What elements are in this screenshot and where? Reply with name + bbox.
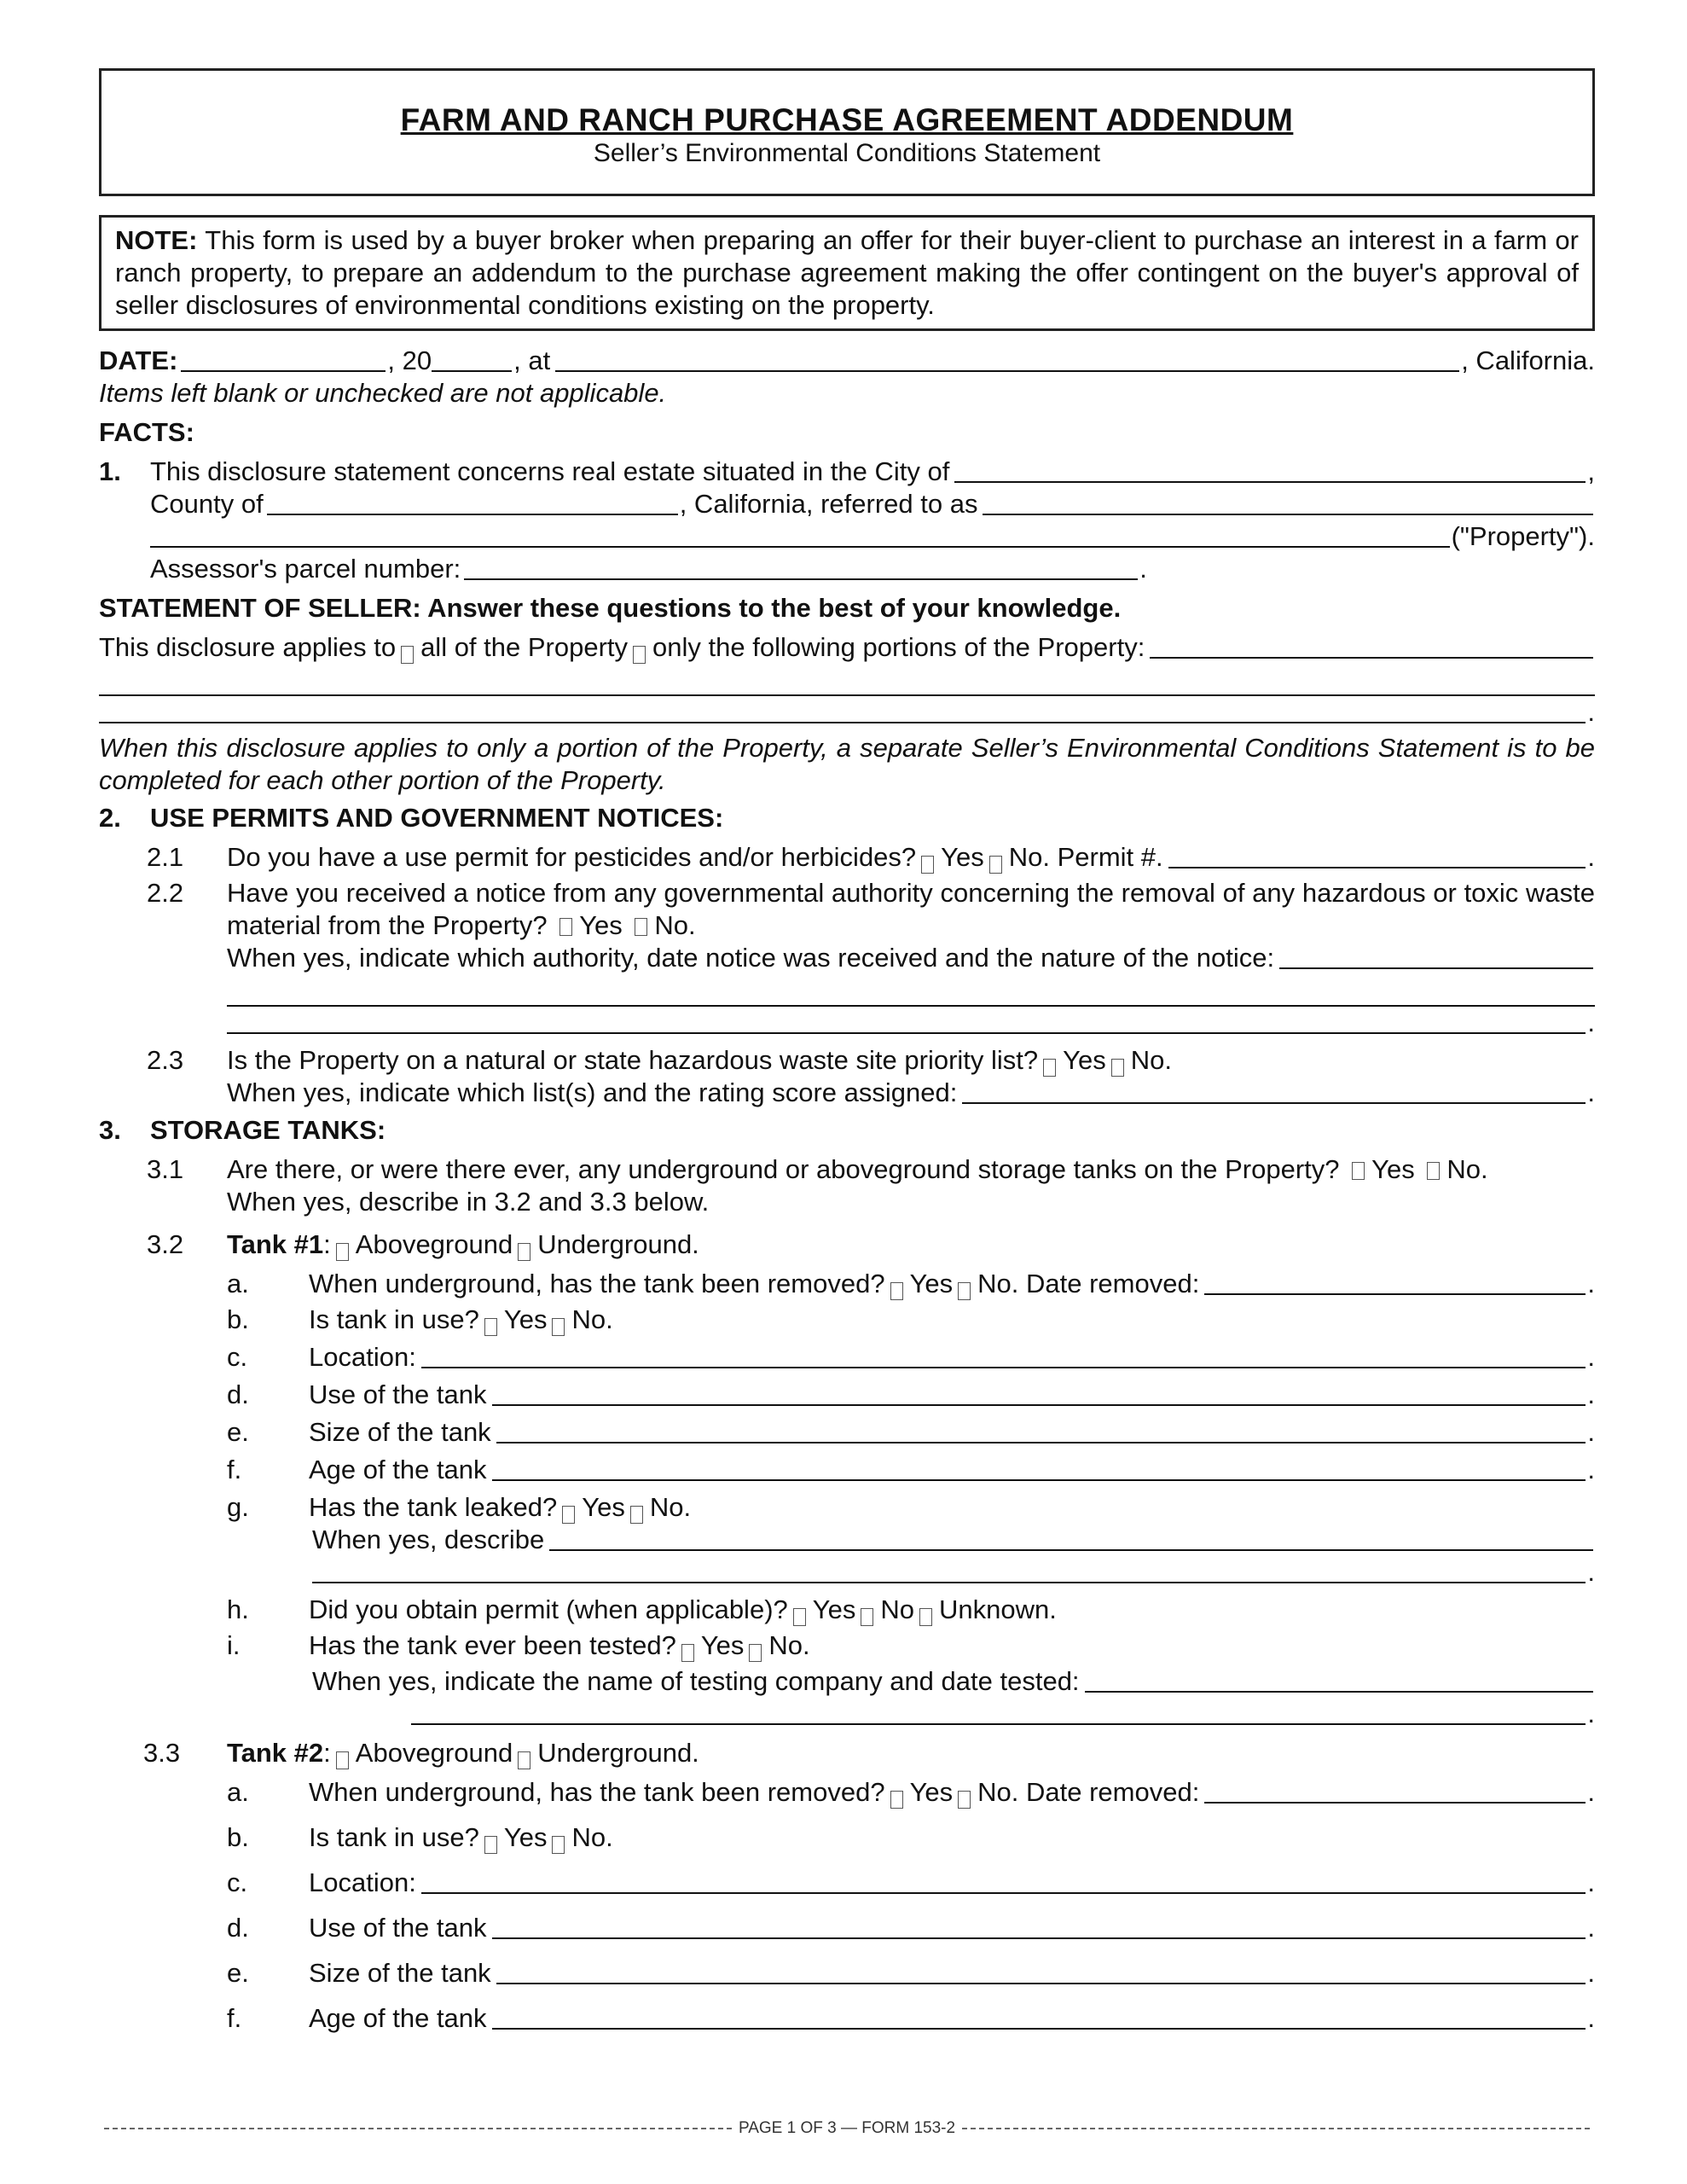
period: . bbox=[1587, 1077, 1595, 1107]
tank2-a-row bbox=[99, 1776, 1595, 1809]
tank1-i-row bbox=[99, 1629, 1595, 1662]
tank1-use-field[interactable] bbox=[492, 1379, 1586, 1406]
q22-row bbox=[99, 877, 1595, 942]
tank2-c-row bbox=[99, 1867, 1595, 1899]
tank1-h-unknown-checkbox[interactable] bbox=[919, 1608, 932, 1626]
period: . bbox=[1587, 1699, 1595, 1728]
colon: : bbox=[323, 1738, 331, 1768]
tank1-h-unknown-label: Unknown. bbox=[938, 1594, 1057, 1624]
city-field[interactable] bbox=[954, 456, 1586, 483]
tank2-b-letter: b. bbox=[227, 1822, 249, 1852]
county-label: County of bbox=[150, 489, 264, 519]
tank1-e-letter: e. bbox=[227, 1417, 249, 1447]
q21-no-label: No. Permit #. bbox=[1008, 842, 1163, 872]
q31-yes-checkbox[interactable] bbox=[1352, 1162, 1365, 1180]
tank2-location-field[interactable] bbox=[421, 1867, 1586, 1894]
title-box bbox=[99, 68, 1595, 196]
tank2-f-letter: f. bbox=[227, 2003, 242, 2033]
tank1-g-no-label: No. bbox=[649, 1492, 692, 1522]
q21-number: 2.1 bbox=[147, 842, 184, 872]
permit-number-field[interactable] bbox=[1168, 841, 1586, 868]
colon: : bbox=[323, 1229, 331, 1259]
tank1-f-text: Age of the tank bbox=[309, 1455, 487, 1484]
tank2-d-letter: d. bbox=[227, 1913, 249, 1943]
tank1-i-followup-row bbox=[312, 1665, 1595, 1698]
all-property-checkbox[interactable] bbox=[401, 646, 414, 664]
tank2-b-no-label: No. bbox=[571, 1822, 613, 1852]
section2-heading bbox=[99, 802, 1595, 834]
tank2-e-letter: e. bbox=[227, 1958, 249, 1988]
tank1-i-yes-checkbox[interactable] bbox=[681, 1644, 694, 1662]
tank1-under-checkbox[interactable] bbox=[518, 1243, 530, 1261]
tank1-g-text: Has the tank leaked? bbox=[309, 1492, 558, 1522]
tank1-i-no-label: No. bbox=[768, 1630, 810, 1660]
q22-field[interactable] bbox=[1279, 942, 1593, 969]
q22-followup: When yes, indicate which authority, date notice was received and the nature of the notice: bbox=[227, 943, 1275, 973]
tank1-i-letter: i. bbox=[227, 1630, 241, 1660]
q31-row bbox=[99, 1153, 1595, 1218]
period: . bbox=[1587, 1417, 1595, 1447]
period: . bbox=[1587, 842, 1595, 872]
period: . bbox=[1587, 1380, 1595, 1409]
tank1-g-letter: g. bbox=[227, 1492, 249, 1522]
tank1-h-letter: h. bbox=[227, 1594, 249, 1624]
q31-followup: When yes, describe in 3.2 and 3.3 below. bbox=[227, 1187, 710, 1217]
period: . bbox=[1587, 1913, 1595, 1943]
tank1-g-row bbox=[99, 1491, 1595, 1524]
q22-yes-checkbox[interactable] bbox=[559, 918, 572, 936]
tank2-use-field[interactable] bbox=[492, 1912, 1586, 1939]
form-subtitle: Seller’s Environmental Conditions Statement bbox=[593, 139, 1101, 167]
statement-heading: STATEMENT OF SELLER: Answer these questions to the best of your knowledge. bbox=[99, 593, 1122, 623]
q23-yes-label: Yes bbox=[1063, 1045, 1106, 1075]
tank1-leak-line-2[interactable] bbox=[312, 1556, 1586, 1583]
tank1-a-no-label: No. Date removed: bbox=[977, 1269, 1200, 1298]
page-footer bbox=[104, 2112, 1590, 2145]
tank1-under-label: Underground. bbox=[537, 1229, 699, 1259]
tank2-c-text: Location: bbox=[309, 1867, 416, 1897]
q22-number: 2.2 bbox=[147, 878, 184, 908]
tank2-a-letter: a. bbox=[227, 1777, 249, 1807]
portion-field[interactable] bbox=[1150, 631, 1593, 659]
tank2-d-row bbox=[99, 1912, 1595, 1944]
q23-field[interactable] bbox=[962, 1077, 1586, 1104]
tank1-h-text: Did you obtain permit (when applicable)? bbox=[309, 1594, 788, 1624]
tank1-a-yes-label: Yes bbox=[909, 1269, 954, 1298]
section2-title: USE PERMITS AND GOVERNMENT NOTICES: bbox=[150, 803, 724, 833]
tank1-h-yes-label: Yes bbox=[812, 1594, 856, 1624]
tank2-b-row bbox=[99, 1821, 1595, 1854]
tank1-b-text: Is tank in use? bbox=[309, 1304, 479, 1334]
facts-heading: FACTS: bbox=[99, 417, 194, 447]
tank1-b-no-label: No. bbox=[571, 1304, 613, 1334]
tank1-e-row bbox=[99, 1416, 1595, 1449]
year-field[interactable] bbox=[432, 345, 512, 372]
q23-yes-checkbox[interactable] bbox=[1043, 1059, 1056, 1077]
section3-title: STORAGE TANKS: bbox=[150, 1115, 386, 1145]
tank1-a-row bbox=[99, 1268, 1595, 1300]
tank2-age-field[interactable] bbox=[492, 2002, 1586, 2030]
tank1-testing-line-2-row bbox=[411, 1698, 1595, 1730]
city-label: This disclosure statement concerns real estate situated in the City of bbox=[150, 456, 950, 486]
tank2-above-checkbox[interactable] bbox=[336, 1751, 349, 1769]
county-row bbox=[150, 488, 1595, 520]
period: . bbox=[1587, 2003, 1595, 2033]
tank1-a-text: When underground, has the tank been removed? bbox=[309, 1269, 885, 1298]
tank1-a-letter: a. bbox=[227, 1269, 249, 1298]
portion-line-3[interactable] bbox=[99, 696, 1586, 723]
tank1-b-yes-checkbox[interactable] bbox=[484, 1318, 497, 1336]
tank1-testing-line-2[interactable] bbox=[411, 1698, 1586, 1725]
tank1-above-label: Aboveground bbox=[355, 1229, 513, 1259]
tank2-a-yes-checkbox[interactable] bbox=[890, 1791, 903, 1809]
tank2-b-yes-checkbox[interactable] bbox=[484, 1836, 497, 1854]
portion-line-2[interactable] bbox=[99, 664, 1595, 696]
footer-dash-left bbox=[104, 2128, 732, 2129]
portion-note: When this disclosure applies to only a portion of the Property, a separate Seller’s Environmental Conditions Statement is to be completed for each other portion of the Property. bbox=[99, 733, 1595, 795]
tank1-d-text: Use of the tank bbox=[309, 1380, 487, 1409]
tank2-number: 3.3 bbox=[143, 1738, 181, 1768]
tank1-d-letter: d. bbox=[227, 1380, 249, 1409]
year-prefix: , 20 bbox=[387, 346, 432, 375]
period: . bbox=[1587, 1867, 1595, 1897]
section3-heading bbox=[99, 1114, 1595, 1147]
tank1-label: Tank #1 bbox=[227, 1229, 324, 1259]
tank1-i-text: Has the tank ever been tested? bbox=[309, 1630, 676, 1660]
period: . bbox=[1587, 1342, 1595, 1372]
q23-number: 2.3 bbox=[147, 1045, 184, 1075]
tank1-location-field[interactable] bbox=[421, 1341, 1586, 1368]
footer-dash-right bbox=[962, 2128, 1590, 2129]
tank1-b-row bbox=[99, 1304, 1595, 1336]
tank1-a-no-checkbox[interactable] bbox=[958, 1282, 971, 1300]
referred-field[interactable] bbox=[983, 488, 1593, 515]
tank1-above-checkbox[interactable] bbox=[336, 1243, 349, 1261]
q21-text: Do you have a use permit for pesticides and/or herbicides? bbox=[227, 842, 917, 872]
tank1-date-removed-field[interactable] bbox=[1204, 1268, 1586, 1295]
tank2-c-letter: c. bbox=[227, 1867, 248, 1897]
q22-line-3[interactable] bbox=[227, 1007, 1586, 1034]
tank2-f-text: Age of the tank bbox=[309, 2003, 487, 2033]
tank1-b-no-checkbox[interactable] bbox=[552, 1318, 565, 1336]
tank1-g-describe: When yes, describe bbox=[312, 1525, 545, 1554]
tank1-h-no-label: No bbox=[880, 1594, 914, 1624]
q21-yes-checkbox[interactable] bbox=[921, 856, 934, 874]
tank1-row bbox=[99, 1228, 1595, 1261]
fact1-number: 1. bbox=[99, 456, 121, 486]
period: . bbox=[1587, 1777, 1595, 1807]
tank1-i-no-checkbox[interactable] bbox=[749, 1644, 762, 1662]
tank1-i-followup: When yes, indicate the name of testing company and date tested: bbox=[312, 1666, 1080, 1696]
tank2-size-field[interactable] bbox=[496, 1957, 1586, 1984]
q31-no-checkbox[interactable] bbox=[1427, 1162, 1440, 1180]
period: . bbox=[1587, 1958, 1595, 1988]
tank2-a-no-checkbox[interactable] bbox=[958, 1791, 971, 1809]
tank1-f-letter: f. bbox=[227, 1455, 242, 1484]
form-title: FARM AND RANCH PURCHASE AGREEMENT ADDENDUM bbox=[400, 102, 1294, 137]
q22-no-checkbox[interactable] bbox=[635, 918, 647, 936]
portion-line-3-row bbox=[99, 696, 1595, 729]
blank-note: Items left blank or unchecked are not applicable. bbox=[99, 378, 667, 408]
at-label: , at bbox=[513, 346, 551, 375]
tank1-g-no-checkbox[interactable] bbox=[630, 1506, 643, 1524]
tank1-f-row bbox=[99, 1454, 1595, 1486]
tank1-leak-field[interactable] bbox=[549, 1524, 1593, 1551]
note-box bbox=[99, 215, 1595, 331]
all-property-label: all of the Property bbox=[420, 632, 629, 662]
tank2-a-text: When underground, has the tank been removed? bbox=[309, 1777, 885, 1807]
tank1-g-describe-row bbox=[312, 1524, 1595, 1556]
tank2-b-no-checkbox[interactable] bbox=[552, 1836, 565, 1854]
tank1-age-field[interactable] bbox=[492, 1454, 1586, 1481]
period: . bbox=[1139, 554, 1147, 584]
parcel-field[interactable] bbox=[464, 553, 1138, 580]
q22-yes-label: Yes bbox=[579, 910, 623, 940]
portion-checkbox[interactable] bbox=[633, 646, 646, 664]
tank2-e-text: Size of the tank bbox=[309, 1958, 491, 1988]
q31-yes-label: Yes bbox=[1371, 1154, 1415, 1184]
fact1-row bbox=[99, 456, 1595, 488]
county-field[interactable] bbox=[267, 488, 678, 515]
section3-number: 3. bbox=[99, 1115, 121, 1145]
q22-line-3-row bbox=[227, 1007, 1595, 1039]
comma: , bbox=[1587, 456, 1595, 486]
tank1-i-yes-label: Yes bbox=[700, 1630, 745, 1660]
referred-label: , California, referred to as bbox=[679, 489, 978, 519]
tank2-above-label: Aboveground bbox=[355, 1738, 513, 1768]
property-row bbox=[150, 520, 1595, 553]
tank2-row bbox=[99, 1737, 1595, 1769]
period: . bbox=[1587, 1008, 1595, 1037]
tank1-leak-line-2-row bbox=[312, 1556, 1595, 1589]
location-field[interactable] bbox=[555, 345, 1459, 372]
note-text: This form is used by a buyer broker when preparing an offer for their buyer-client to purchase an interest in a farm or ranch property, to prepare an addendum to the purchase agreement making the offer contingent on the buyer's approval of seller disclosures of environmental conditions existing on the property. bbox=[115, 225, 1579, 320]
q21-row bbox=[99, 841, 1595, 874]
tank1-size-field[interactable] bbox=[496, 1416, 1586, 1443]
tank2-a-no-label: No. Date removed: bbox=[977, 1777, 1200, 1807]
tank1-b-yes-label: Yes bbox=[503, 1304, 548, 1334]
q23-followup-row bbox=[227, 1077, 1595, 1109]
tank2-under-checkbox[interactable] bbox=[518, 1751, 530, 1769]
tank1-h-yes-checkbox[interactable] bbox=[793, 1608, 806, 1626]
q23-row bbox=[99, 1044, 1595, 1077]
date-field[interactable] bbox=[181, 345, 386, 372]
tank1-g-yes-checkbox[interactable] bbox=[562, 1506, 575, 1524]
q22-line-2[interactable] bbox=[227, 974, 1595, 1007]
q23-text: Is the Property on a natural or state hazardous waste site priority list? bbox=[227, 1045, 1039, 1075]
q31-no-label: No. bbox=[1446, 1154, 1488, 1184]
q31-number: 3.1 bbox=[147, 1154, 184, 1184]
date-label: DATE: bbox=[99, 346, 178, 375]
tank1-number: 3.2 bbox=[147, 1229, 184, 1259]
tank1-c-row bbox=[99, 1341, 1595, 1374]
portion-label: only the following portions of the Property: bbox=[652, 632, 1145, 662]
section2-number: 2. bbox=[99, 803, 121, 833]
tank2-b-text: Is tank in use? bbox=[309, 1822, 479, 1852]
tank2-under-label: Underground. bbox=[537, 1738, 699, 1768]
tank1-d-row bbox=[99, 1379, 1595, 1411]
q21-no-checkbox[interactable] bbox=[989, 856, 1002, 874]
note-label: NOTE: bbox=[115, 225, 198, 255]
tank2-d-text: Use of the tank bbox=[309, 1913, 487, 1943]
tank1-h-row bbox=[99, 1594, 1595, 1626]
tank2-b-yes-label: Yes bbox=[503, 1822, 548, 1852]
period: . bbox=[1587, 1557, 1595, 1587]
applies-label: This disclosure applies to bbox=[99, 632, 397, 662]
tank1-c-text: Location: bbox=[309, 1342, 416, 1372]
tank1-g-yes-label: Yes bbox=[582, 1492, 625, 1522]
tank1-b-letter: b. bbox=[227, 1304, 249, 1334]
date-row bbox=[99, 345, 1595, 377]
tank1-e-text: Size of the tank bbox=[309, 1417, 491, 1447]
q22-no-label: No. bbox=[654, 910, 696, 940]
q23-no-checkbox[interactable] bbox=[1111, 1059, 1124, 1077]
tank2-f-row bbox=[99, 2002, 1595, 2035]
q22-followup-row bbox=[227, 942, 1595, 974]
parcel-row bbox=[150, 553, 1595, 585]
q22-text: Have you received a notice from any governmental authority concerning the removal of any hazardous or toxic waste material from the Property? bbox=[227, 878, 1595, 940]
q21-yes-label: Yes bbox=[941, 842, 984, 872]
footer-text: PAGE 1 OF 3 — FORM 153-2 bbox=[738, 2119, 956, 2137]
property-label: ("Property"). bbox=[1451, 521, 1595, 551]
period: . bbox=[1587, 1455, 1595, 1484]
parcel-label: Assessor's parcel number: bbox=[150, 554, 461, 584]
q23-followup: When yes, indicate which list(s) and the rating score assigned: bbox=[227, 1077, 958, 1107]
tank1-c-letter: c. bbox=[227, 1342, 248, 1372]
tank1-testing-field[interactable] bbox=[1085, 1665, 1593, 1693]
california-label: , California. bbox=[1461, 346, 1595, 375]
applies-row bbox=[99, 631, 1595, 664]
tank2-label: Tank #2 bbox=[227, 1738, 324, 1768]
tank1-h-no-checkbox[interactable] bbox=[861, 1608, 873, 1626]
q31-text: Are there, or were there ever, any underground or aboveground storage tanks on the Property? bbox=[227, 1154, 1340, 1184]
tank1-a-yes-checkbox[interactable] bbox=[890, 1282, 903, 1300]
period: . bbox=[1587, 1269, 1595, 1298]
property-description-field[interactable] bbox=[150, 520, 1450, 548]
tank2-e-row bbox=[99, 1957, 1595, 1989]
q23-no-label: No. bbox=[1130, 1045, 1172, 1075]
tank2-date-removed-field[interactable] bbox=[1204, 1776, 1586, 1804]
period: . bbox=[1587, 697, 1595, 727]
tank2-a-yes-label: Yes bbox=[909, 1777, 954, 1807]
